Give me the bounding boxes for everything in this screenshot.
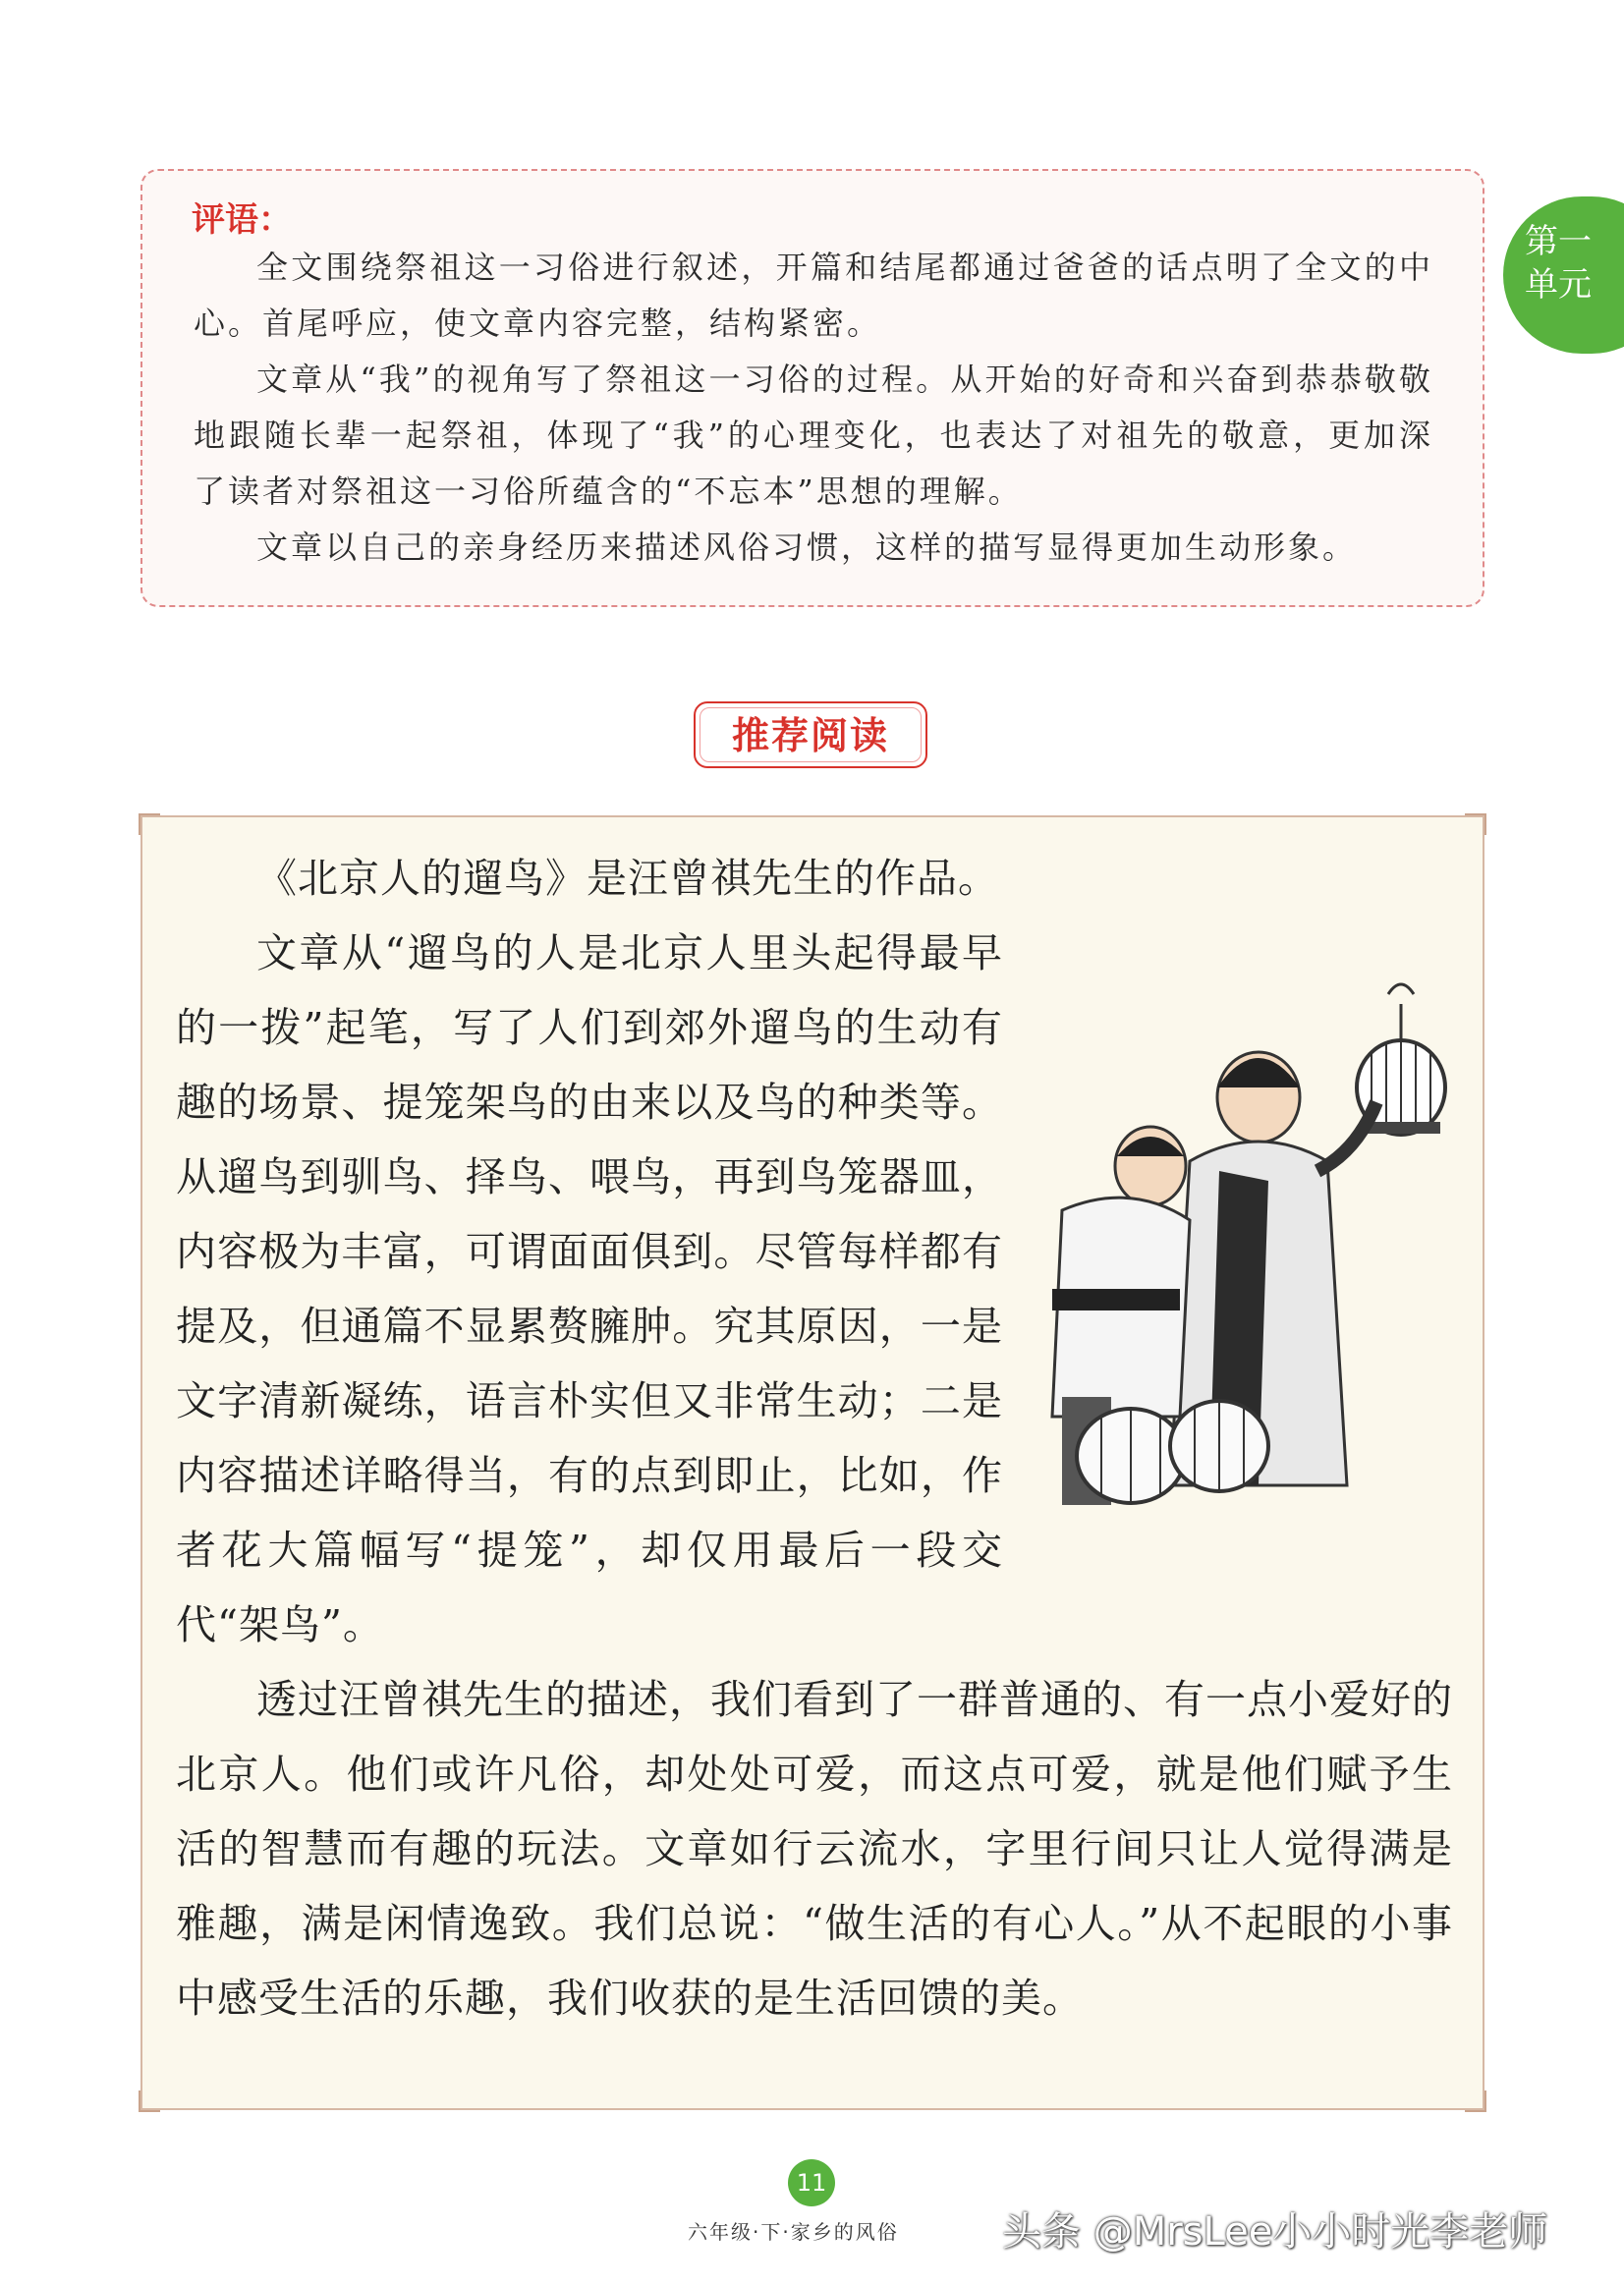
corner-ornament (139, 813, 160, 835)
unit-tab (1503, 196, 1624, 354)
unit-tab-line2: 单元 (1525, 265, 1592, 305)
corner-ornament (1465, 2090, 1486, 2112)
reading-paragraph: 透过汪曾祺先生的描述，我们看到了一群普通的、有一点小爱好的北京人。他们或许凡俗，却处处可爱，而这点可爱，就是他们赋予生活的智慧而有趣的玩法。文章如行云流水，字里行间只让人觉得满是雅趣，满是闲情逸致。我们总说：“做生活的有心人。”从不起眼的小事中感受生活的乐趣，我们收获的是生活回馈的美。 (176, 1676, 1453, 2022)
page-number: 11 (788, 2159, 835, 2206)
comment-body (194, 240, 1433, 576)
comment-paragraph: 全文围绕祭祖这一习俗进行叙述，开篇和结尾都通过爸爸的话点明了全文的中心。首尾呼应，使文章内容完整，结构紧密。 (194, 249, 1433, 342)
watermark: 头条 @MrsLee小小时光李老师 (1002, 2209, 1548, 2255)
reading-paragraph: 文章从“遛鸟的人是北京人里头起得最早的一拨”起笔，写了人们到郊外遛鸟的生动有趣的场景、提笼架鸟的由来以及鸟的种类等。从遛鸟到驯鸟、择鸟、喂鸟，再到鸟笼器皿，内容极为丰富，可谓面面俱到。尽管每样都有提及，但通篇不显累赘臃肿。究其原因，一是文字清新凝练，语言朴实但又非常生动；二是内容描述详略得当，有的点到即止，比如，作者花大篇幅写“提笼”，却仅用最后一段交代“架鸟”。 (176, 929, 1003, 1648)
comment-title: 评语： (192, 200, 292, 240)
reading-paragraph: 《北京人的遛鸟》是汪曾祺先生的作品。 (256, 855, 999, 902)
book-footer: 六年级·下·家乡的风俗 (688, 2220, 899, 2244)
reading-box (140, 815, 1484, 2110)
comment-paragraph: 文章以自己的亲身经历来描述风俗习惯，这样的描写显得更加生动形象。 (256, 529, 1358, 566)
recommend-badge-label: 推荐阅读 (700, 707, 922, 762)
unit-tab-line1: 第一 (1525, 222, 1592, 261)
reading-text (176, 841, 1453, 2035)
corner-ornament (1465, 813, 1486, 835)
recommend-badge (694, 701, 927, 768)
birdcage-men-illustration (1023, 965, 1473, 1533)
comment-box (140, 169, 1484, 607)
corner-ornament (139, 2090, 160, 2112)
comment-paragraph: 文章从“我”的视角写了祭祖这一习俗的过程。从开始的好奇和兴奋到恭恭敬敬地跟随长辈一起祭祖，体现了“我”的心理变化，也表达了对祖先的敬意，更加深了读者对祭祖这一习俗所蕴含的“不忘本”思想的理解。 (194, 361, 1433, 510)
